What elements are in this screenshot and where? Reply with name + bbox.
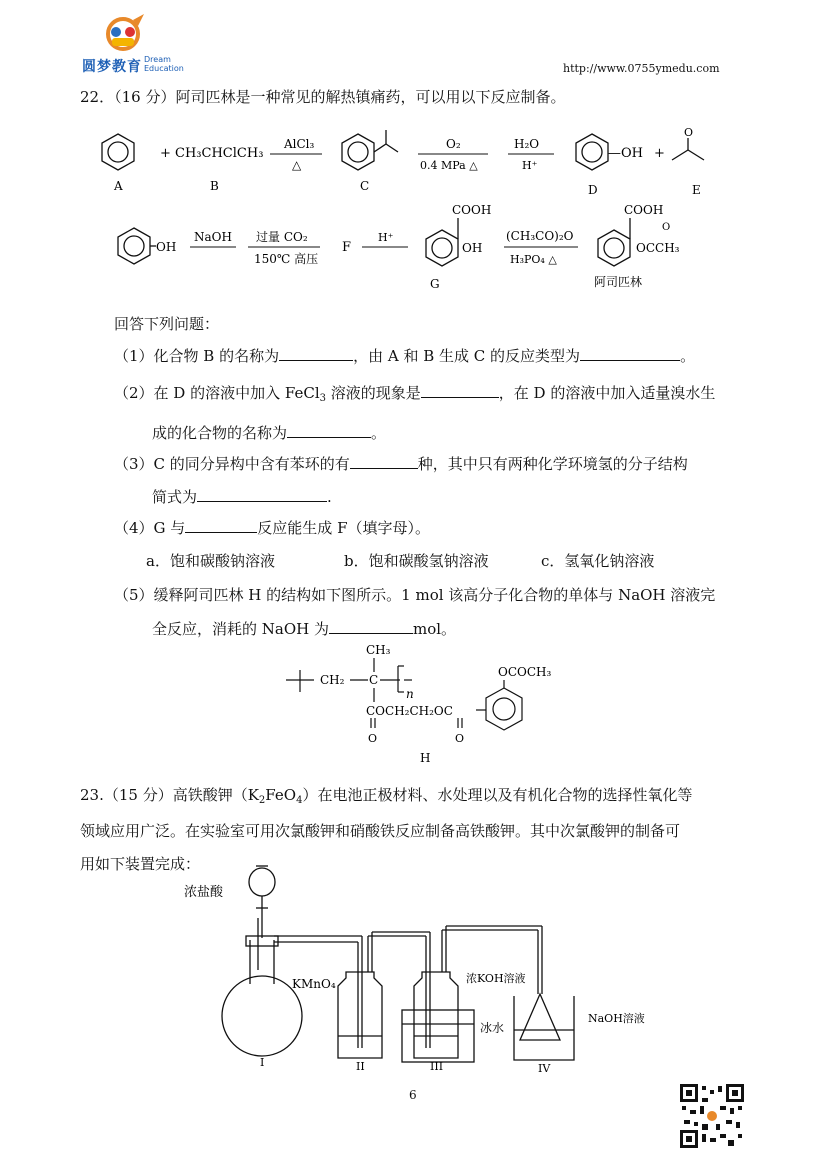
option-b[interactable]: b．饱和碳酸氢钠溶液 xyxy=(344,552,489,570)
reaction-scheme-1 xyxy=(96,126,706,202)
label-a: A xyxy=(114,179,123,193)
answer-blank-4[interactable] xyxy=(185,518,257,533)
q23-line-3: 用如下装置完成： xyxy=(80,855,201,873)
q22-number: 22． xyxy=(80,88,115,106)
label-aspirin: 阿司匹林 xyxy=(594,275,643,289)
q23-number: 23. xyxy=(80,786,104,804)
q23-line-1: 23.（15 分）高铁酸钾$(K_2FeO_4)$在电池正极材料、水处理以及有机化合物的选择性氧化等 xyxy=(80,786,693,806)
benzene-phenol xyxy=(118,228,156,264)
f-label: F xyxy=(342,240,352,255)
arrow-naoh-top: NaOH xyxy=(194,230,232,244)
answer-blank-3a[interactable] xyxy=(350,454,418,469)
header-url[interactable]: http://www.0755ymedu.com xyxy=(563,62,720,75)
polymer-c: C xyxy=(369,673,379,687)
q22-score: （16 分） xyxy=(114,88,176,106)
label-hcl: 浓盐酸 xyxy=(184,885,224,900)
label-iii: III xyxy=(430,1060,444,1073)
arrow-1-bottom: △ xyxy=(292,158,302,172)
logo-en-text-1: Dream xyxy=(144,55,171,64)
reaction-scheme-2 xyxy=(96,200,706,296)
q22-part-2-line-2: 成的化合物的名称为 。 xyxy=(152,424,387,442)
e-o: O xyxy=(684,126,694,139)
page-number: 6 xyxy=(409,1088,417,1102)
q22-prompt: 回答下列问题： xyxy=(114,315,220,333)
polymer-chain: COCH₂CH₂OC xyxy=(366,704,453,718)
q22-part-3-line-1: （3）C 的同分异构中含有苯环的有 种，其中只有两种化学环境氢的分子结构 xyxy=(114,455,688,473)
q22-heading xyxy=(80,86,565,108)
phenol-oh: OH xyxy=(156,240,177,254)
arrow-3-top: H₂O xyxy=(514,137,540,151)
q22-intro: 阿司匹林是一种常见的解热镇痛药，可以用以下反应制备。 xyxy=(175,88,566,106)
apparatus-diagram xyxy=(180,860,680,1076)
reagent-b: + CH₃CHClCH₃ xyxy=(160,146,264,161)
benzene-aspirin xyxy=(598,218,630,266)
polymer-h-structure xyxy=(282,640,572,768)
polymer-n: n xyxy=(406,687,414,701)
q22-part-2-line-1: （2）在 D 的溶液中加入 FeCl$_3$ 溶液的现象是 ，在 D 的溶液中加入适量溴水生 xyxy=(114,384,716,404)
label-c: C xyxy=(360,179,370,193)
answer-blank-2a[interactable] xyxy=(421,383,499,398)
logo-en-text-2: Education xyxy=(144,64,184,73)
g-cooh: COOH xyxy=(452,203,492,217)
aspirin-o: O xyxy=(662,222,671,233)
answer-blank-3b[interactable] xyxy=(197,487,327,502)
label-e: E xyxy=(692,183,701,197)
option-a[interactable]: a．饱和碳酸钠溶液 xyxy=(146,552,275,570)
arrow-ac2o-top: (CH₃CO)₂O xyxy=(506,229,574,243)
qr-code-icon[interactable] xyxy=(680,1084,744,1148)
arrow-co2-bottom: 150℃ 高压 xyxy=(254,252,319,266)
polymer-o1: O xyxy=(368,732,378,745)
label-b: B xyxy=(210,179,219,193)
aspirin-cooh: COOH xyxy=(624,203,664,217)
aspirin-ester: OCCH₃ xyxy=(636,241,680,255)
polymer-label: H xyxy=(420,751,431,765)
q22-part-3-line-2: 简式为 . xyxy=(152,488,332,506)
polymer-o2: O xyxy=(455,732,465,745)
logo xyxy=(78,10,188,76)
polymer-ester: OCOCH₃ xyxy=(498,665,552,679)
arrow-3-bottom: H⁺ xyxy=(522,159,538,172)
arrow-1-top: AlCl₃ xyxy=(284,137,315,151)
label-i: I xyxy=(260,1056,265,1069)
answer-blank-1b[interactable] xyxy=(580,346,680,361)
q22-part-1: （1）化合物 B 的名称为 ，由 A 和 B 生成 C 的反应类型为 。 xyxy=(114,347,696,365)
q22-part-4: （4）G 与 反应能生成 F（填字母）。 xyxy=(114,519,430,537)
d-oh: —OH xyxy=(608,146,643,161)
label-d: D xyxy=(588,183,598,197)
arrow-h-top: H⁺ xyxy=(378,231,394,244)
answer-blank-1a[interactable] xyxy=(279,346,353,361)
arrow-ac2o-bottom: H₃PO₄ △ xyxy=(510,253,557,266)
acetone-e xyxy=(672,138,704,160)
option-c[interactable]: c．氢氧化钠溶液 xyxy=(541,552,655,570)
benzene-d xyxy=(576,134,608,170)
label-koh: 浓KOH溶液 xyxy=(466,972,526,985)
polymer-ch2: CH₂ xyxy=(320,673,345,687)
plus: + xyxy=(654,146,665,161)
benzene-c xyxy=(342,130,398,170)
arrow-co2-top: 过量 CO₂ xyxy=(256,230,308,244)
label-ice-water: 冰水 xyxy=(480,1021,505,1035)
q23-line-2: 领域应用广泛。在实验室可用次氯酸钾和硝酸铁反应制备高铁酸钾。其中次氯酸钾的制备可 xyxy=(80,822,681,840)
arrow-2-top: O₂ xyxy=(446,137,461,151)
q22-part-5-line-1: （5）缓释阿司匹林 H 的结构如下图所示。1 mol 该高分子化合物的单体与 NaOH 溶液完 xyxy=(114,586,716,604)
answer-blank-2b[interactable] xyxy=(287,423,371,438)
label-kmno4: KMnO₄ xyxy=(292,977,336,991)
polymer-ch3: CH₃ xyxy=(366,643,391,657)
q22-part-5-line-2: 全反应，消耗的 NaOH 为 mol。 xyxy=(152,620,457,638)
answer-blank-5[interactable] xyxy=(329,619,413,634)
g-oh: OH xyxy=(462,241,483,255)
benzene-a xyxy=(102,134,134,170)
benzene-g xyxy=(426,218,458,266)
label-naoh: NaOH溶液 xyxy=(588,1012,645,1025)
logo-cn-text: 圆梦教育 xyxy=(82,59,142,75)
label-g: G xyxy=(430,277,440,291)
arrow-2-bottom: 0.4 MPa △ xyxy=(420,159,478,172)
label-ii: II xyxy=(356,1060,365,1073)
label-iv: IV xyxy=(538,1062,551,1075)
